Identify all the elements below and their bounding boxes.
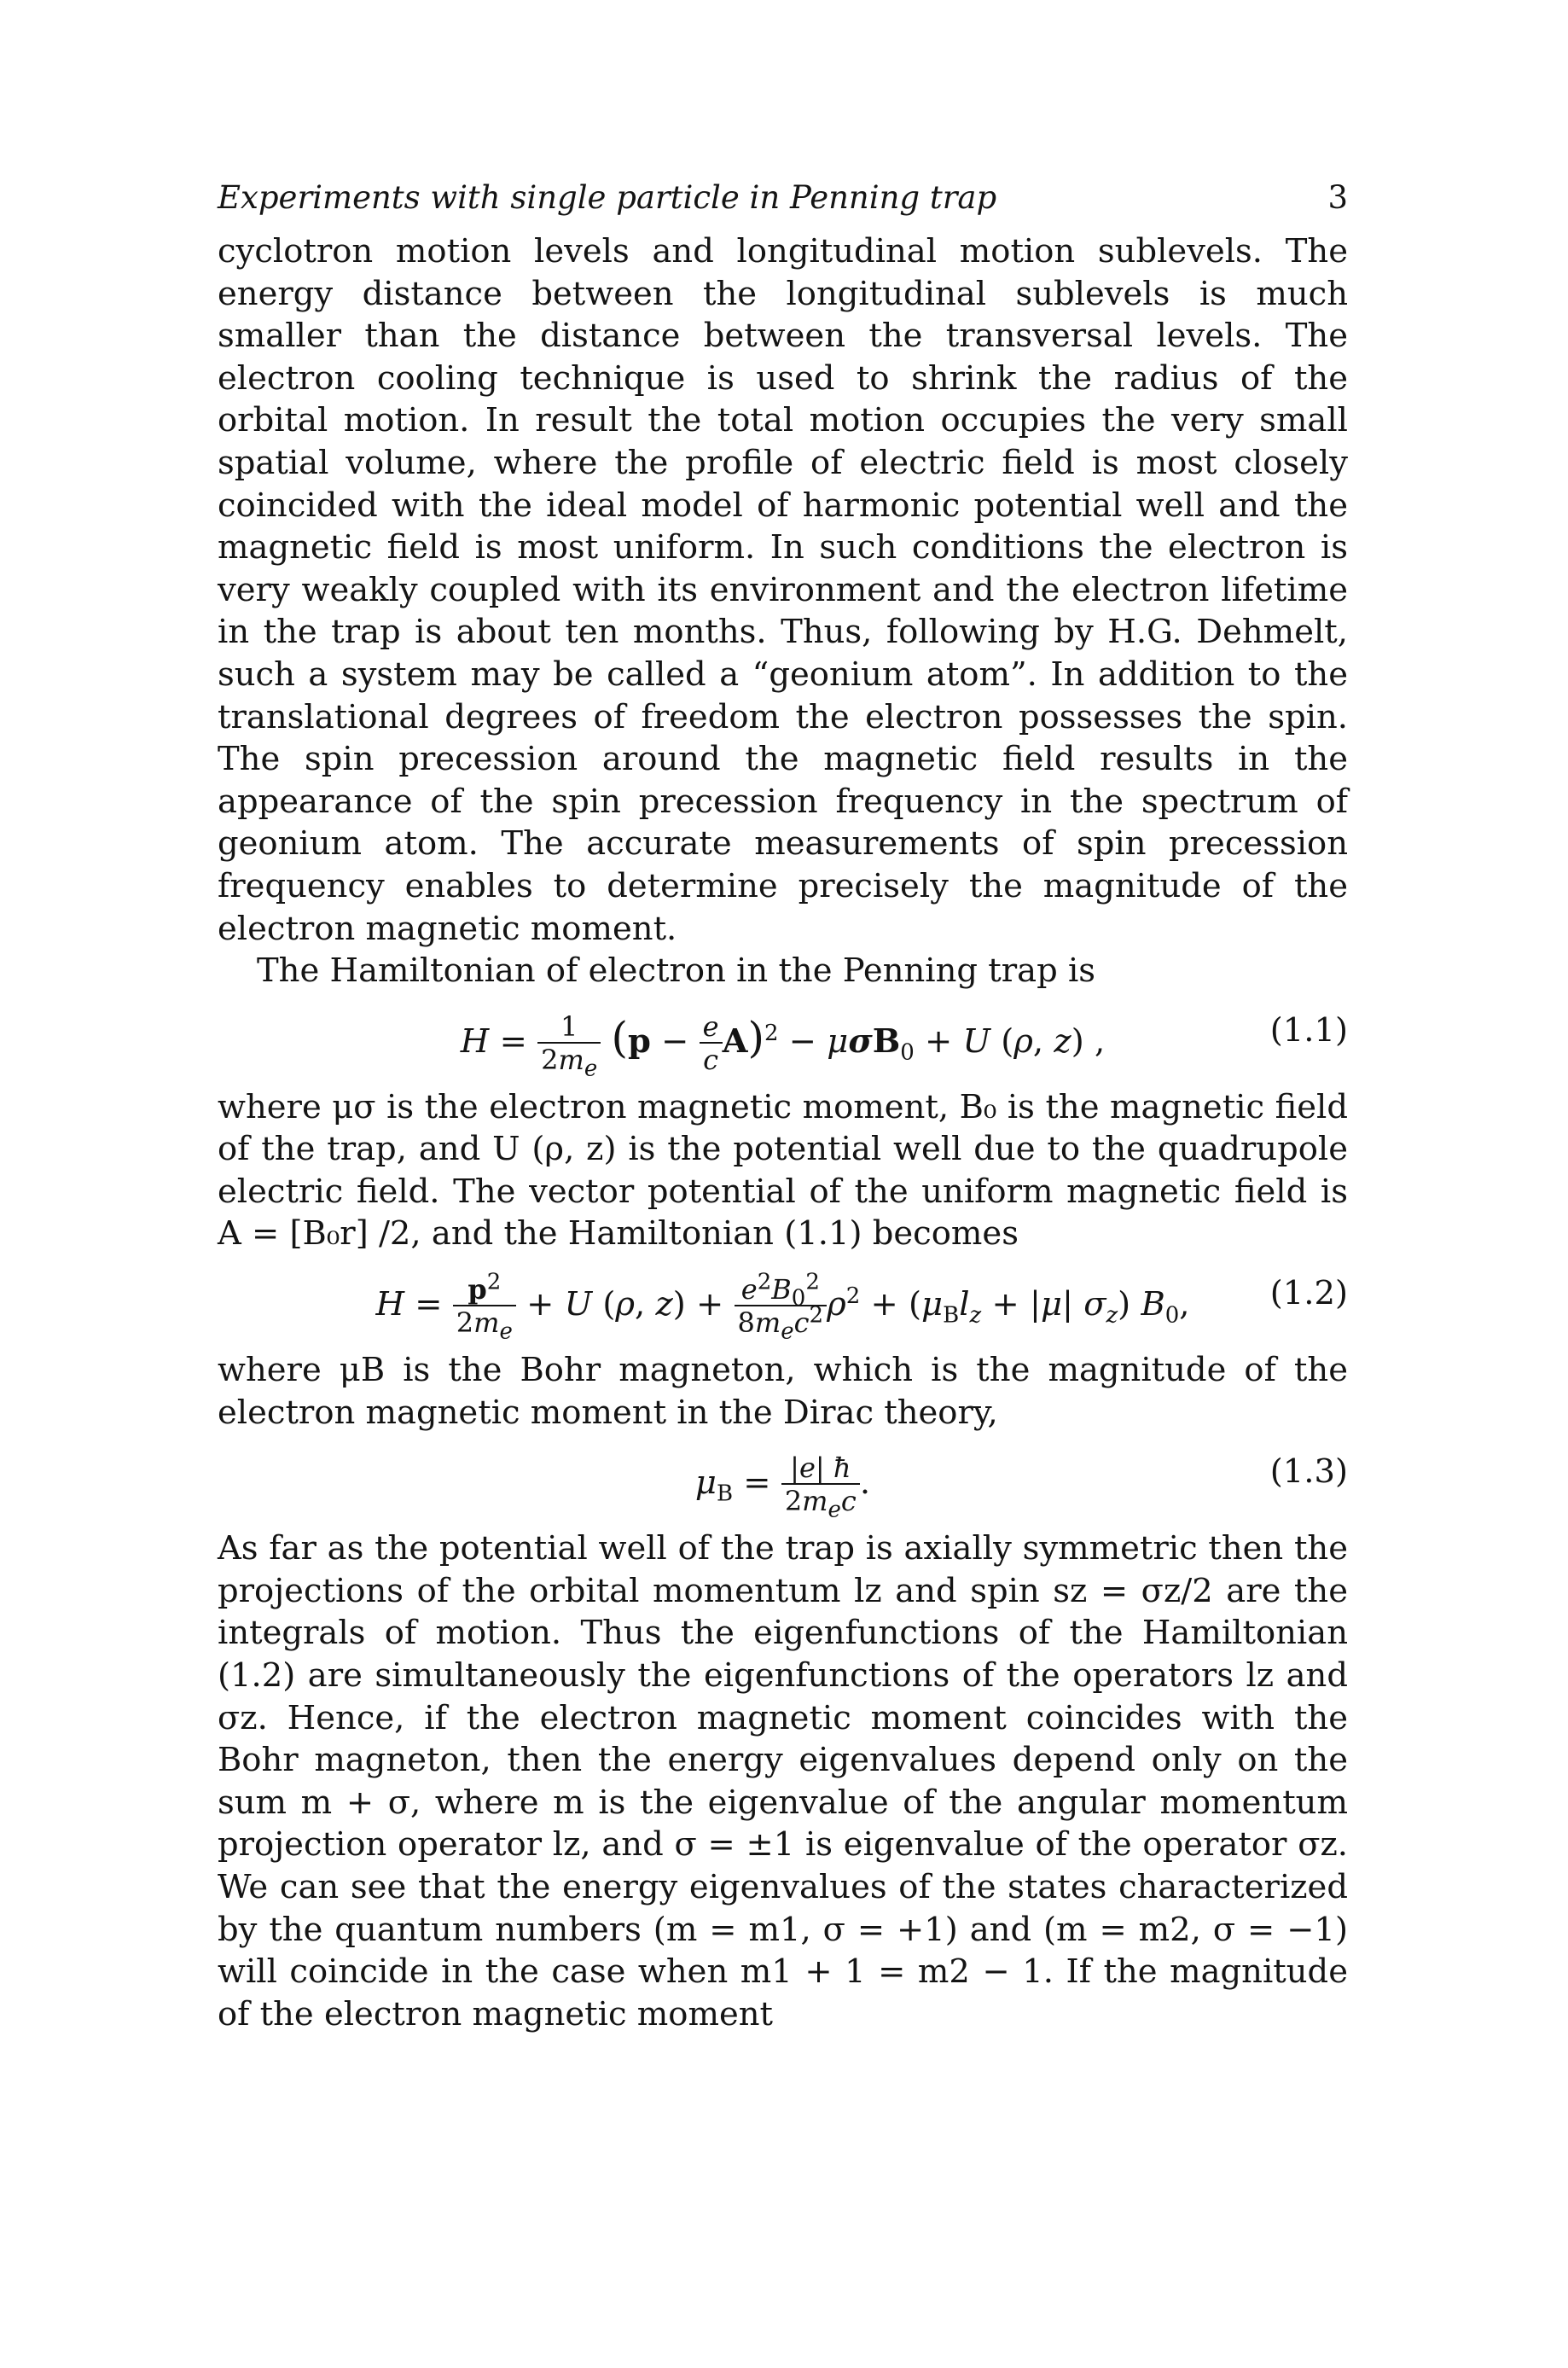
paragraph-4: where μB is the Bohr magneton, which is the magnitude of the electron magnetic moment in the Dirac theory, <box>218 1351 1348 1432</box>
equation-1-1-number: (1.1) <box>1269 1010 1348 1050</box>
paragraph-2: The Hamiltonian of electron in the Penning trap is <box>257 951 1096 991</box>
paragraph-1: cyclotron motion levels and longitudinal motion sublevels. The energy distance between the longitudinal sublevels is much smaller than the distance between the transversal levels. The electron cooling technique is used to shrink the radius of the orbital motion. In result the total motion occupies the very small spatial volume, where the profile of electric field is most closely coincided with the ideal model of harmonic potential well and the magnetic field is most uniform. In such conditions the electron is very weakly coupled with its environment and the electron lifetime in the trap is about ten months. Thus, following by H.G. Dehmelt, such a system may be called a “geonium atom”. In addition to the translational degrees of freedom the electron possesses the spin. The spin precession around the magnetic field results in the appearance of the spin precession frequency in the spectrum of geonium atom. The accurate measurements of spin precession frequency enables to determine precisely the magnitude of the electron magnetic moment. <box>218 232 1348 948</box>
running-header <box>218 179 1348 230</box>
paragraph-3: where μσ is the electron magnetic moment, B₀ is the magnetic field of the trap, and U (ρ, z) is the potential well due to the quadrupole electric field. The vector potential of the uniform magnetic field is A = [B₀r] /2, and the Hamiltonian (1.1) becomes <box>218 1087 1348 1254</box>
running-title: Experiments with single particle in Penning trap <box>218 179 997 216</box>
equation-1-3-number: (1.3) <box>1269 1452 1348 1492</box>
equation-1-1-body: H = $\frac{1}{2m_e}$ (p − $\frac{e}{c}$ A)$^2$ − μσB$_0$ + U (ρ, z) , <box>460 1009 1106 1082</box>
equation-1-2-number: (1.2) <box>1269 1274 1348 1313</box>
page-number: 3 <box>1327 179 1348 216</box>
equation-1-2-body: H = $\frac{p^2}{2m_e}$ + U (ρ, z) + $\frac{e^2B_0^2}{8m_ec^2}$ $\rho^2 + (\mu_Bl_z + |\mu|$ $\sigma_z$) $B_0$, <box>375 1269 1190 1345</box>
equation-1-3 <box>218 1434 1348 1527</box>
equation-1-2 <box>218 1255 1348 1349</box>
paragraph-5: As far as the potential well of the trap is axially symmetric then the projections of the orbital momentum lz and spin sz = σz/2 are the integrals of motion. Thus the eigenfunctions of the Hamiltonian (1.2) are simultaneously the eigenfunctions of the operators lz and σz. Hence, if the electron magnetic moment coincides with the Bohr magneton, then the energy eigenvalues depend only on the sum m + σ, where m is the eigenvalue of the angular momentum projection operator lz, and σ = ±1 is eigenvalue of the operator σz. We can see that the energy eigenvalues of the states characterized by the quantum numbers (m = m1, σ = +1) and (m = m2, σ = −1) will coincide in the case when m1 + 1 = m2 − 1. If the magnitude of the electron magnetic moment <box>218 1529 1348 2033</box>
page <box>218 179 1348 2035</box>
equation-1-1 <box>218 992 1348 1086</box>
equation-1-3-body: $\mu_B$ = $\frac{|e| ħ}{2m_ec}$ . <box>694 1452 871 1523</box>
